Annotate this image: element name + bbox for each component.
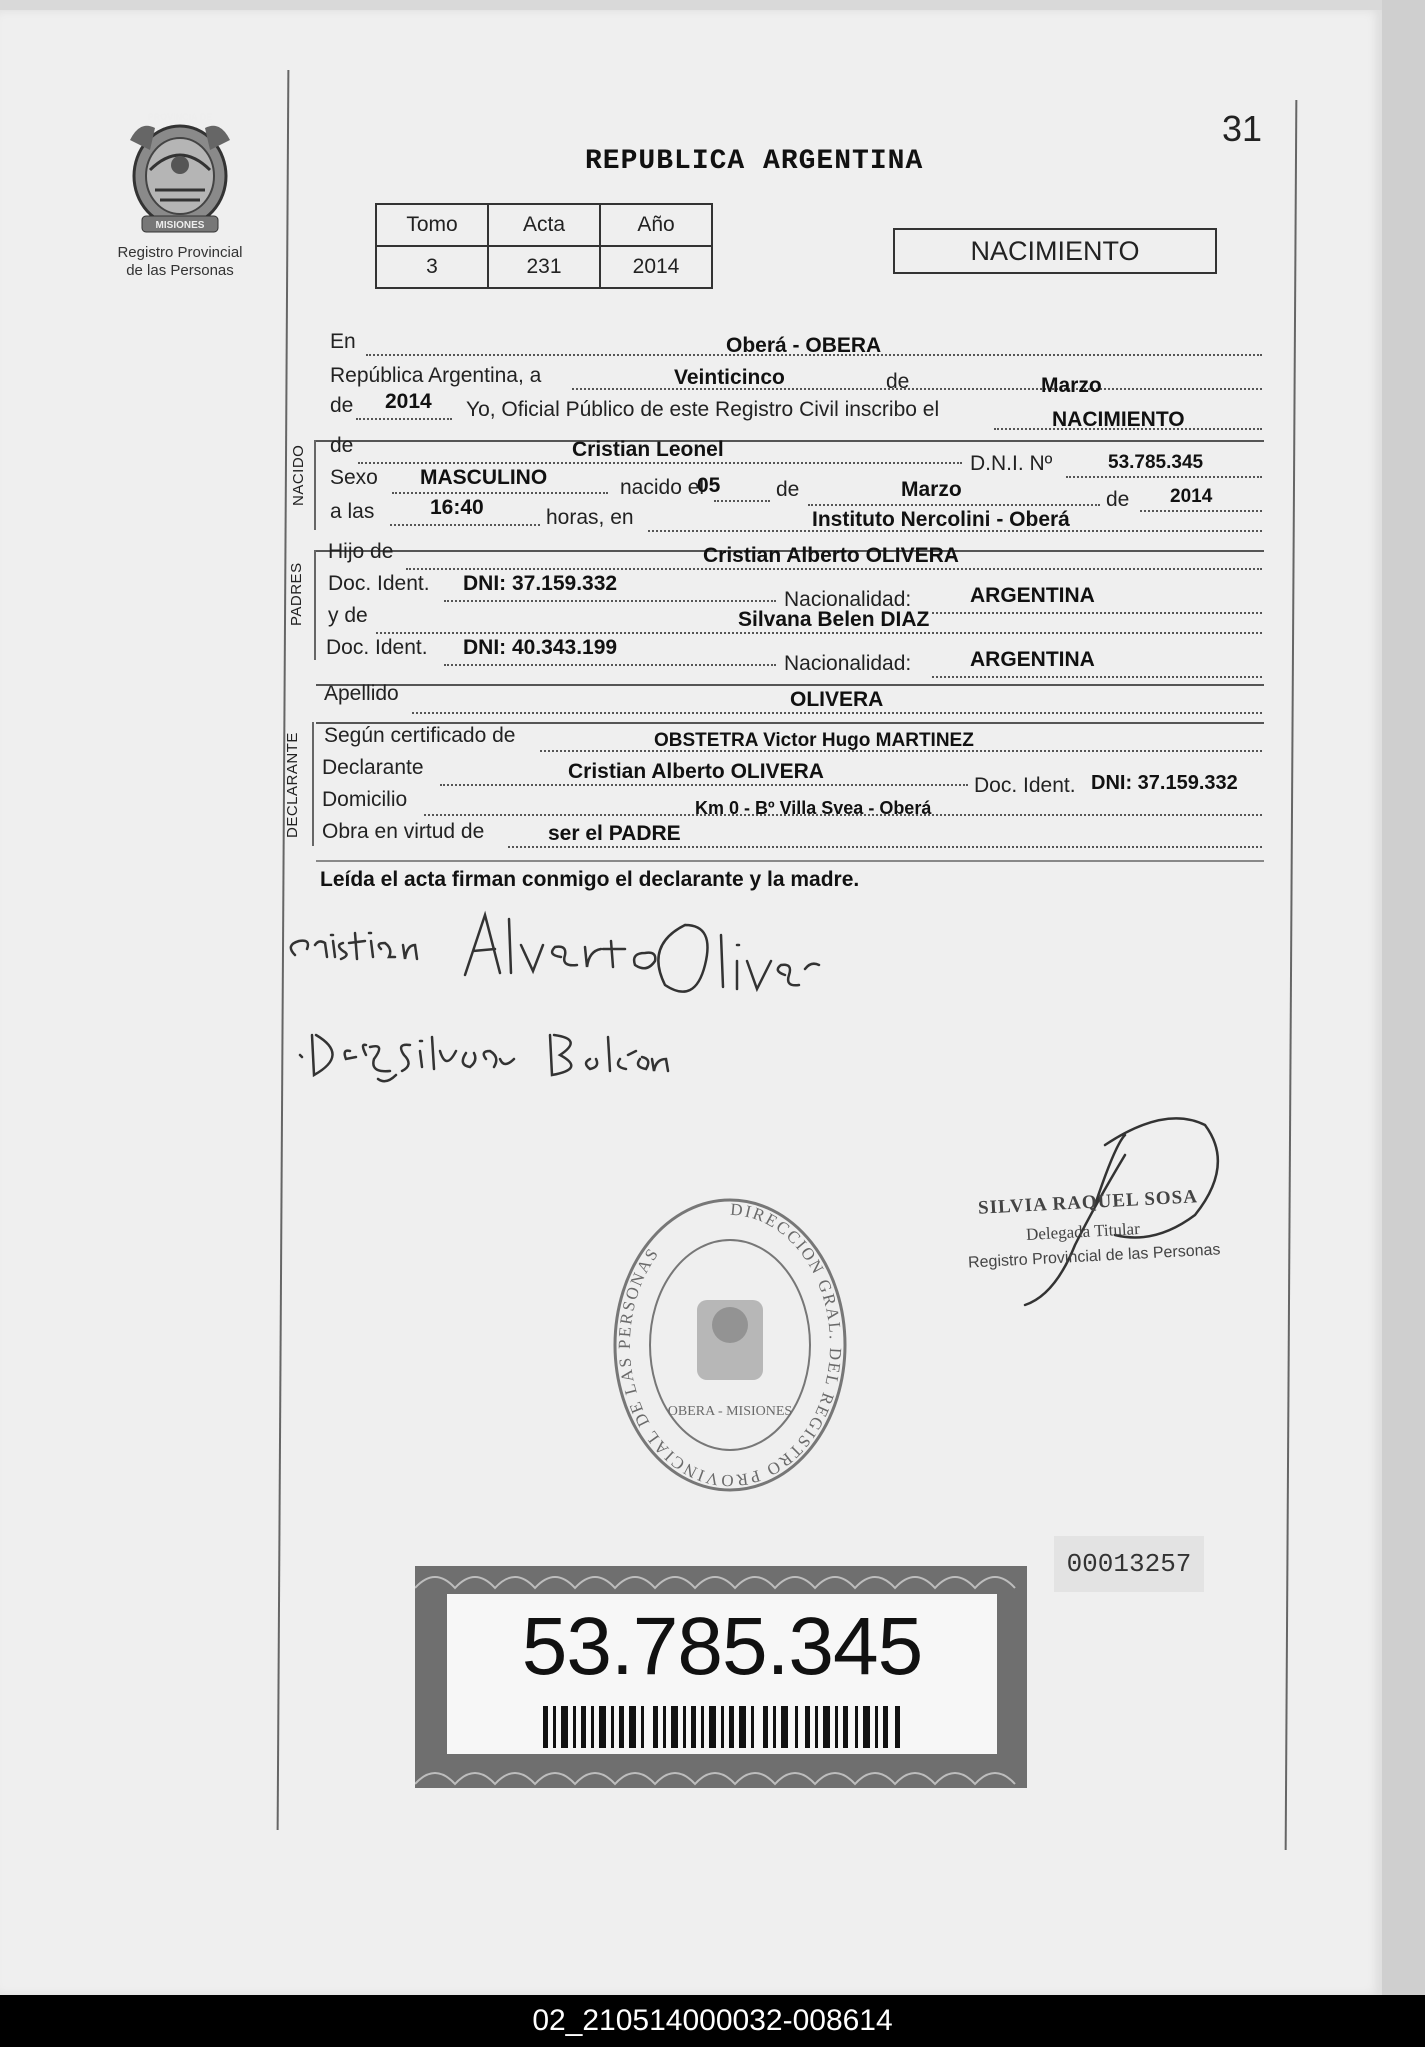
scan-edge	[1382, 0, 1425, 1995]
birth-time-value: 16:40	[430, 496, 484, 519]
official-office: Registro Provincial de las Personas	[967, 1241, 1221, 1272]
padres-bracket	[314, 550, 316, 660]
mother-name-value: Silvana Belen DIAZ	[738, 608, 930, 631]
alas-label: a las	[330, 500, 375, 523]
day-words-value: Veinticinco	[674, 366, 785, 389]
dotted-line	[392, 492, 608, 494]
father-signature	[285, 905, 825, 1015]
barcode-panel	[447, 1594, 997, 1754]
de5-label: de	[1106, 488, 1130, 511]
dni-barcode-label	[415, 1566, 1027, 1788]
mother-doc-value: DNI: 40.343.199	[463, 636, 618, 659]
month-value: Marzo	[1041, 374, 1102, 397]
dotted-line	[932, 676, 1262, 678]
acta-header: Acta	[488, 204, 600, 246]
barcode-number: 53.785.345	[521, 1601, 923, 1692]
nacido-el-label: nacido el	[620, 476, 705, 499]
certificado-label: Según certificado de	[324, 724, 516, 747]
apellido-label: Apellido	[324, 682, 399, 705]
oficial-text: Yo, Oficial Público de este Registro Civil inscribo el	[466, 398, 940, 421]
dotted-line	[406, 568, 1262, 570]
sex-value: MASCULINO	[420, 466, 548, 489]
republica-label: República Argentina, a	[330, 364, 542, 387]
declarant-doc-value: DNI: 37.159.332	[1091, 772, 1238, 794]
section-separator	[316, 860, 1264, 862]
birth-day-value: 05	[697, 474, 721, 497]
logo-caption	[105, 244, 255, 280]
declarante-bracket	[312, 722, 314, 846]
padres-section-label: PADRES	[288, 562, 305, 626]
nacido-section-label: NACIDO	[290, 444, 307, 506]
hijo-de-label: Hijo de	[328, 540, 394, 563]
capacity-value: ser el PADRE	[548, 822, 681, 845]
anio-value: 2014	[600, 246, 712, 288]
dotted-line	[440, 784, 968, 786]
barcode-bars	[543, 1706, 903, 1748]
acta-value: 231	[488, 246, 600, 288]
birth-month-value: Marzo	[901, 478, 962, 501]
registry-round-stamp	[605, 1190, 855, 1500]
nacido-bracket	[314, 440, 316, 530]
official-name: SILVIA RAQUEL SOSA	[977, 1186, 1199, 1219]
declarante-section-label: DECLARANTE	[284, 732, 301, 838]
place-value: Oberá - OBERA	[726, 334, 882, 357]
dotted-line	[376, 632, 1262, 634]
logo-caption-line1: Registro Provincial	[117, 244, 243, 261]
stamp-center-text: OBERA - MISIONES	[667, 1404, 793, 1419]
horas-en-label: horas, en	[546, 506, 634, 529]
act-type-box: NACIMIENTO	[893, 228, 1217, 274]
dotted-line	[1066, 476, 1262, 478]
closing-statement: Leída el acta firman conmigo el declarante y la madre.	[320, 868, 860, 891]
address-value: Km 0 - Bº Villa Svea - Oberá	[695, 798, 932, 818]
birth-place-value: Instituto Nercolini - Oberá	[812, 508, 1070, 531]
section-separator	[316, 684, 1264, 686]
mother-nationality-value: ARGENTINA	[970, 648, 1095, 671]
en-label: En	[330, 330, 356, 353]
father-doc-value: DNI: 37.159.332	[463, 572, 618, 595]
doc-ident-label-2: Doc. Ident.	[326, 636, 428, 659]
dni-label: D.N.I. Nº	[970, 452, 1053, 475]
de-label: de	[886, 370, 910, 393]
logo-lettering-bottom: MISIONES	[155, 220, 205, 231]
child-name-value: Cristian Leonel	[572, 438, 724, 461]
obra-label: Obra en virtud de	[322, 820, 485, 843]
child-dni-value: 53.785.345	[1108, 452, 1204, 473]
stamp-ring-text: DIRECCION GRAL. DEL REGISTRO PROVINCIAL DE LAS PERSONAS	[614, 1199, 846, 1491]
dotted-line	[358, 462, 962, 464]
logo-lettering-top: PROVINCIA DE	[147, 112, 213, 122]
dotted-line	[356, 418, 452, 420]
declarant-name-value: Cristian Alberto OLIVERA	[568, 760, 824, 783]
record-table	[375, 203, 713, 289]
nacionalidad-label-2: Nacionalidad:	[784, 652, 912, 675]
nacionalidad-label: Nacionalidad:	[784, 588, 912, 611]
serial-number: 00013257	[1054, 1536, 1204, 1592]
dotted-line	[714, 500, 770, 502]
page-number: 31	[1222, 108, 1263, 149]
inscription-type-value: NACIMIENTO	[1052, 408, 1185, 431]
tomo-value: 3	[376, 246, 488, 288]
dotted-line	[808, 504, 1100, 506]
official-role: Delegada Titular	[1025, 1219, 1141, 1244]
de3-label: de	[330, 434, 354, 457]
logo-caption-line2: de las Personas	[126, 262, 234, 279]
surname-value: OLIVERA	[790, 688, 884, 711]
y-de-label: y de	[328, 604, 368, 627]
scan-footer-id: 02_210514000032-008614	[0, 1995, 1425, 2047]
doc-ident-label: Doc. Ident.	[328, 572, 430, 595]
de4-label: de	[776, 478, 800, 501]
sexo-label: Sexo	[330, 466, 378, 489]
section-separator	[316, 440, 1264, 442]
certificate-value: OBSTETRA Victor Hugo MARTINEZ	[654, 730, 974, 751]
dotted-line	[444, 600, 776, 602]
dotted-line	[508, 846, 1262, 848]
year-value: 2014	[385, 390, 432, 413]
doc-ident-label-3: Doc. Ident.	[974, 774, 1076, 797]
father-nationality-value: ARGENTINA	[970, 584, 1095, 607]
dotted-line	[412, 712, 1262, 714]
declarante-label: Declarante	[322, 756, 424, 779]
domicilio-label: Domicilio	[322, 788, 408, 811]
birth-year-value: 2014	[1170, 486, 1213, 507]
de2-label: de	[330, 394, 354, 417]
dotted-line	[444, 664, 776, 666]
dotted-line	[1140, 510, 1262, 512]
document-title: REPUBLICA ARGENTINA	[585, 146, 924, 177]
dotted-line	[932, 612, 1262, 614]
mother-signature	[290, 1015, 730, 1095]
anio-header: Año	[600, 204, 712, 246]
tomo-header: Tomo	[376, 204, 488, 246]
dotted-line	[390, 524, 540, 526]
father-name-value: Cristian Alberto OLIVERA	[703, 544, 959, 567]
